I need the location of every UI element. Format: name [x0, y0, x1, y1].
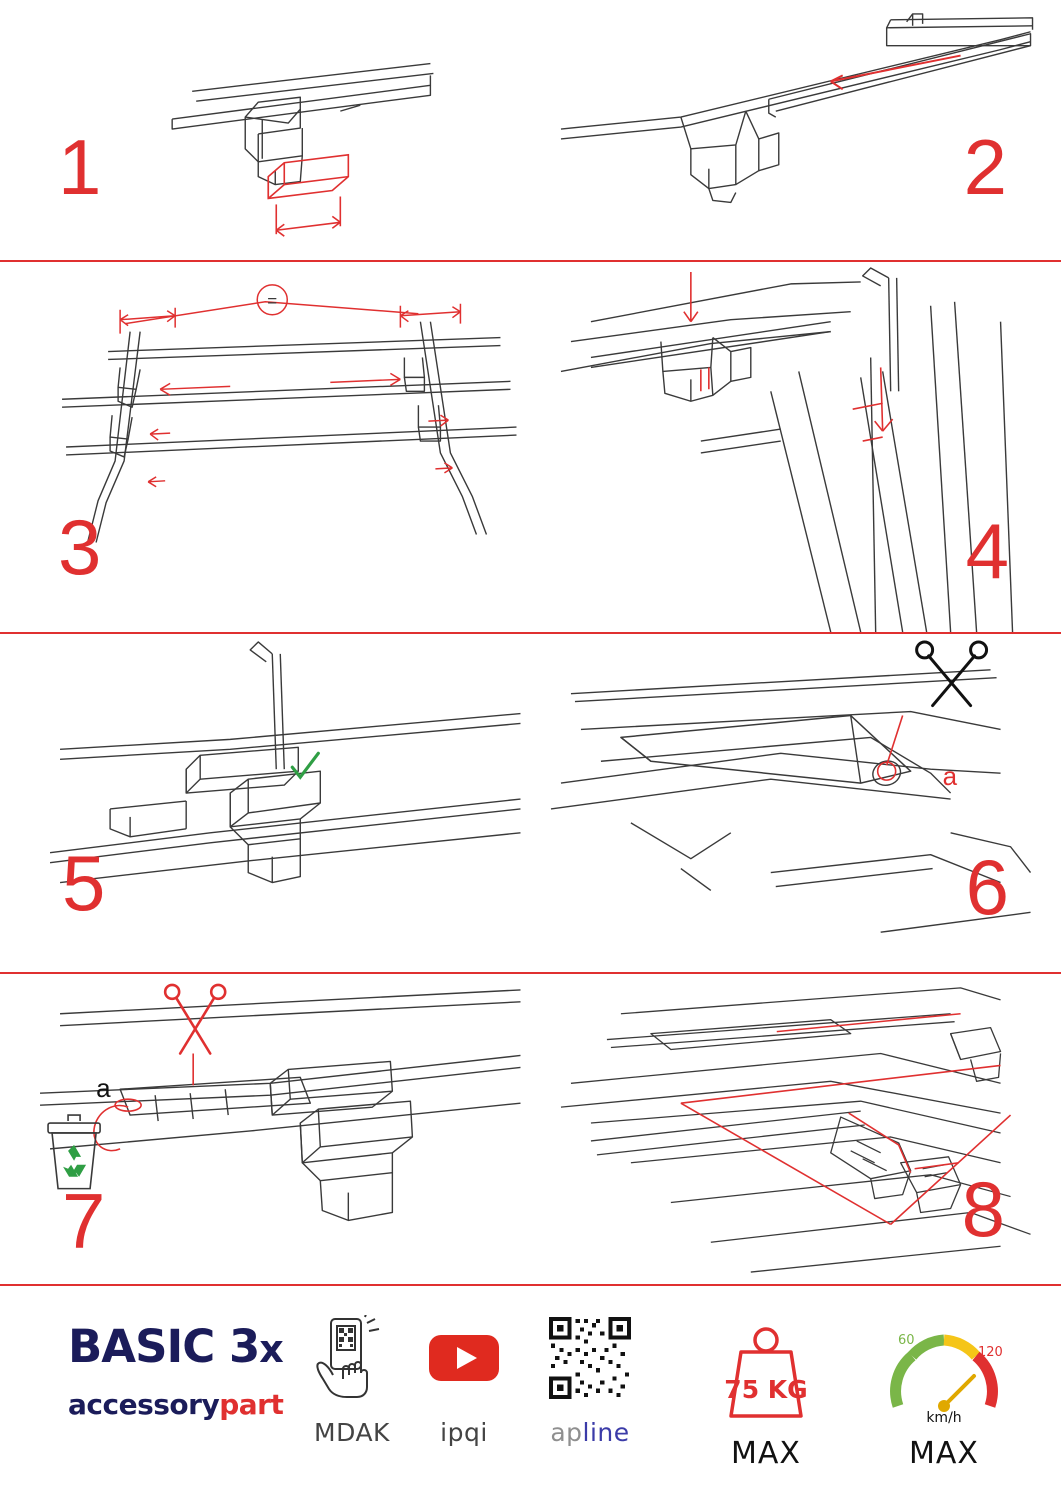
- youtube-icon: [427, 1312, 501, 1404]
- logo-apline[interactable]: [520, 1298, 660, 1447]
- speedometer-icon: [878, 1314, 1010, 1426]
- logo-ipqi-caption: ipqi: [440, 1418, 488, 1447]
- step-row-1: [0, 0, 1061, 262]
- product-name-suffix: x: [259, 1327, 283, 1371]
- logo-mdak-caption: [314, 1418, 390, 1447]
- spec-max-load: [677, 1298, 855, 1471]
- company-name-second: part: [219, 1388, 284, 1421]
- step-number-4: 4: [965, 507, 1009, 595]
- step-panel-1: [0, 0, 531, 260]
- company-name-first: accessory: [68, 1388, 220, 1421]
- step-panel-4: [531, 262, 1061, 632]
- max-load-value: 75 KG: [724, 1375, 808, 1404]
- step-row-2: [0, 262, 1061, 634]
- step-row-4: [0, 974, 1061, 1286]
- step-number-6: 6: [965, 843, 1009, 931]
- logo-mdak-caption-last: K: [373, 1418, 390, 1447]
- step-panel-3: [0, 262, 531, 632]
- step-panel-7: [0, 974, 531, 1284]
- logo-apline-caption-second: line: [582, 1418, 630, 1447]
- logo-mdak-caption-first: MD: [314, 1418, 356, 1447]
- footer-bar: [0, 1286, 1061, 1500]
- step-number-2: 2: [963, 123, 1007, 211]
- company-name: [68, 1388, 296, 1421]
- step-number-3: 3: [58, 503, 102, 591]
- spec-max-speed: [855, 1298, 1033, 1471]
- logo-apline-caption: [550, 1418, 629, 1447]
- max-load-caption: MAX: [731, 1436, 801, 1471]
- step-number-8: 8: [961, 1165, 1005, 1253]
- step-panel-6: [531, 634, 1061, 972]
- gauge-min-label: 60: [898, 1333, 915, 1348]
- logo-apline-caption-first: ap: [550, 1418, 583, 1447]
- step-number-1: 1: [58, 123, 102, 211]
- step-panel-2: [531, 0, 1061, 260]
- product-name: [68, 1320, 296, 1373]
- svg-text:=: =: [267, 291, 278, 311]
- step-panel-5: [0, 634, 531, 972]
- svg-text:a: a: [942, 763, 957, 792]
- brand-block: [28, 1298, 296, 1419]
- logo-ipqi[interactable]: [408, 1298, 520, 1447]
- svg-text:a: a: [96, 1075, 111, 1104]
- speed-unit-label: km/h: [926, 1410, 962, 1426]
- step-panel-8: [531, 974, 1061, 1284]
- weight-icon: [701, 1314, 831, 1426]
- product-name-text: BASIC 3: [68, 1320, 260, 1373]
- gauge-max-label: 120: [978, 1345, 1003, 1360]
- step-number-5: 5: [62, 839, 106, 927]
- step-row-3: [0, 634, 1061, 974]
- logo-mdak-caption-mid: A: [355, 1418, 374, 1447]
- qr-code-icon: [547, 1312, 633, 1404]
- logo-mdak[interactable]: [296, 1298, 408, 1447]
- max-speed-caption: MAX: [909, 1436, 979, 1471]
- step-number-7: 7: [62, 1177, 106, 1265]
- hand-phone-qr-icon: [309, 1312, 395, 1404]
